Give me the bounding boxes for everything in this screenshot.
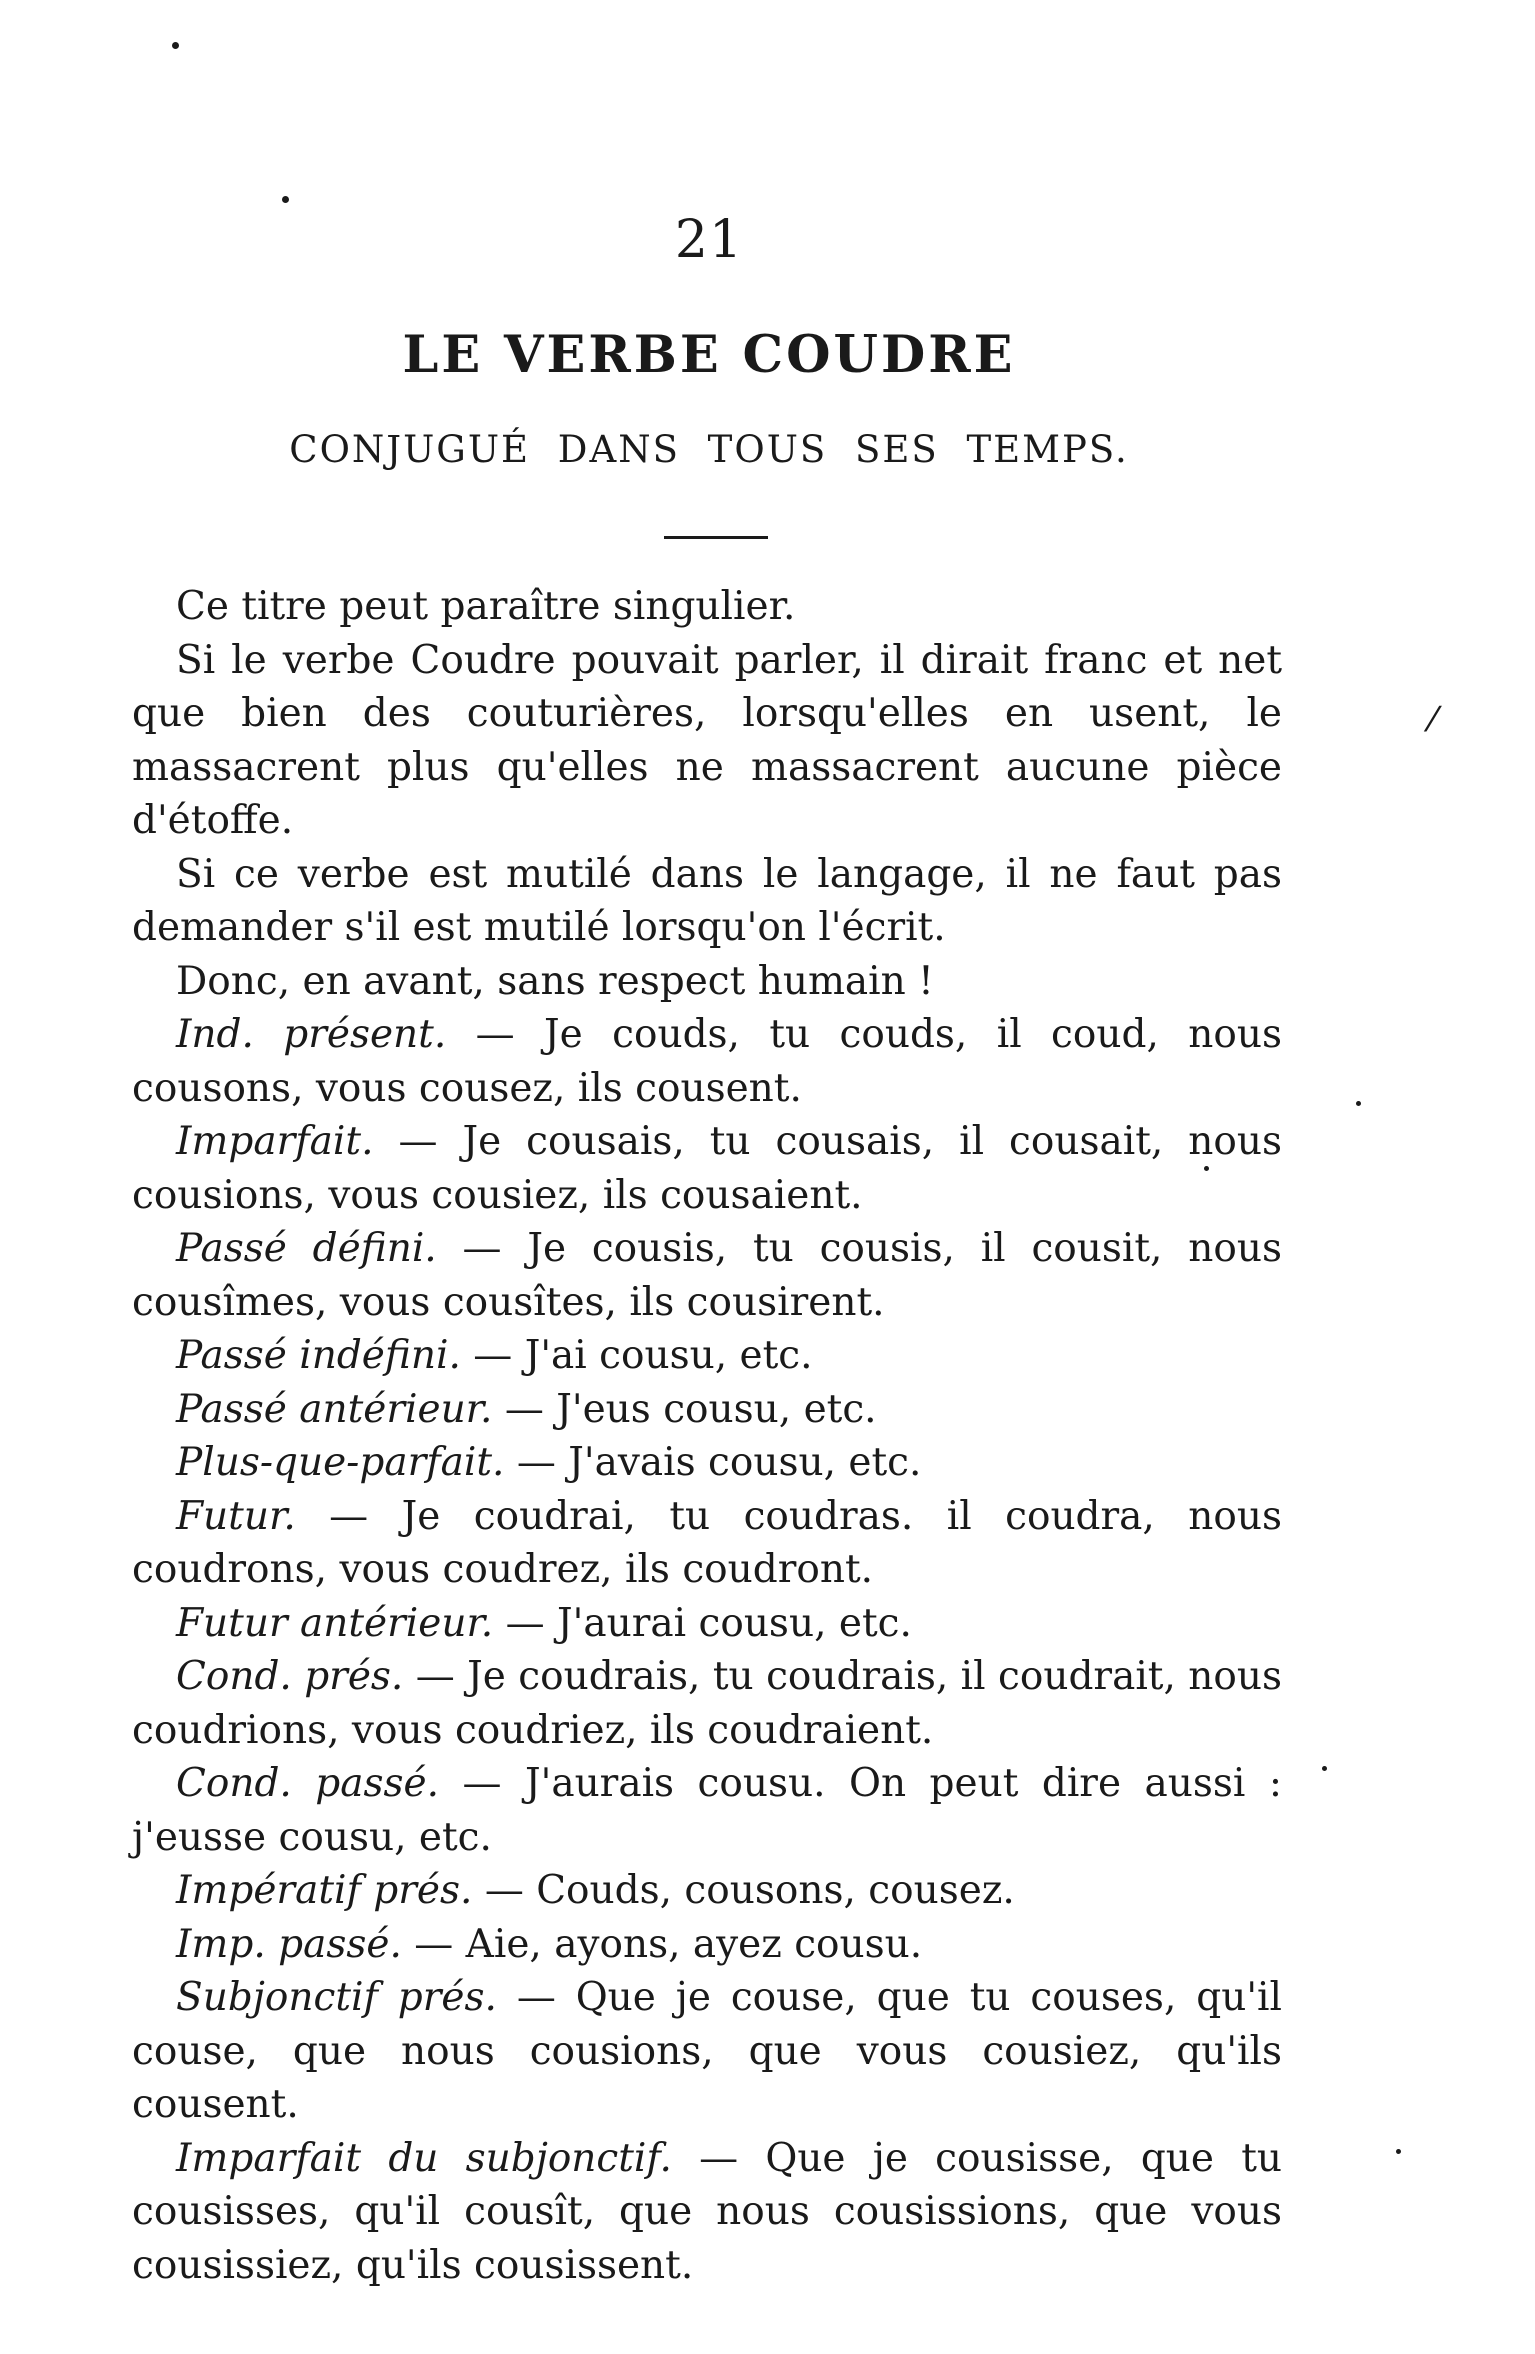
tense-forms: — J'avais cousu, etc. bbox=[516, 1440, 922, 1485]
tense-label: Ind. présent. bbox=[176, 1012, 447, 1057]
tense-forms: — J'aurais cousu. On peut dire aussi : j'eusse cousu, etc. bbox=[132, 1761, 1282, 1860]
conjugation-entry bbox=[132, 1329, 1282, 1383]
tense-label: Passé indéfini. bbox=[176, 1333, 461, 1378]
tense-forms: — J'eus cousu, etc. bbox=[504, 1386, 877, 1432]
conjugation-entry bbox=[132, 1918, 1282, 1972]
chapter-title: LE VERBE COUDRE bbox=[402, 325, 1016, 385]
conjugation-entry bbox=[132, 1490, 1282, 1597]
tense-forms: — J'aurai cousu, etc. bbox=[505, 1600, 912, 1646]
tense-label: Futur antérieur. bbox=[176, 1600, 494, 1646]
tense-forms: — Aie, ayons, ayez cousu. bbox=[414, 1921, 923, 1967]
conjugation-entry bbox=[132, 1650, 1282, 1757]
section-divider bbox=[664, 536, 768, 539]
margin-mark: ⁄ bbox=[1430, 700, 1436, 740]
paragraph-intro: Ce titre peut paraître singulier. bbox=[176, 584, 796, 629]
scan-speck bbox=[172, 42, 179, 49]
tense-label: Subjonctif prés. bbox=[176, 1975, 497, 2020]
scan-speck bbox=[1322, 1766, 1327, 1771]
tense-label: Cond. passé. bbox=[176, 1761, 439, 1806]
conjugation-entry bbox=[132, 1222, 1282, 1329]
tense-forms: — J'ai cousu, etc. bbox=[473, 1333, 813, 1378]
conjugation-entry bbox=[132, 1864, 1282, 1918]
tense-label: Impératif prés. bbox=[176, 1868, 473, 1913]
tense-label: Plus-que-parfait. bbox=[176, 1440, 505, 1485]
tense-label: Futur. bbox=[176, 1493, 296, 1539]
page-number: 21 bbox=[674, 210, 744, 270]
scan-speck bbox=[282, 196, 289, 203]
tense-label: Passé défini. bbox=[176, 1226, 437, 1271]
body-text bbox=[132, 580, 1282, 2292]
tense-forms: — Je cousais, tu cousais, il cousait, nous cousions, vous cousiez, ils cousaient. bbox=[132, 1119, 1282, 1218]
scan-speck bbox=[1356, 1101, 1361, 1106]
tense-forms: — Je coudrais, tu coudrais, il coudrait, nous coudrions, vous coudriez, ils coudraient. bbox=[132, 1654, 1283, 1753]
tense-label: Cond. prés. bbox=[176, 1654, 404, 1699]
conjugation-entry bbox=[132, 1436, 1282, 1490]
tense-forms: — Je cousis, tu cousis, il cousit, nous cousîmes, vous cousîtes, ils cousirent. bbox=[132, 1226, 1282, 1325]
tense-label: Imparfait du subjonctif. bbox=[176, 2135, 672, 2181]
tense-forms: — Que je couse, que tu couses, qu'il couse, que nous cousions, que vous cousiez, qu'ils cousent. bbox=[132, 1975, 1282, 2127]
conjugation-entry bbox=[132, 1008, 1282, 1115]
tense-forms: — Que je cousisse, que tu cousisses, qu'il cousît, que nous cousissions, que vous cousissiez, qu'ils cousissent. bbox=[132, 2135, 1283, 2288]
tense-label: Imparfait. bbox=[176, 1119, 374, 1164]
scan-speck bbox=[1396, 2149, 1401, 2154]
paragraph-en-avant: Donc, en avant, sans respect humain ! bbox=[176, 958, 934, 1004]
paragraph-mutile: Si ce verbe est mutilé dans le langage, il ne faut pas demander s'il est mutilé lorsqu'on l'écrit. bbox=[132, 851, 1282, 950]
tense-label: Imp. passé. bbox=[176, 1921, 402, 1967]
tense-forms: — Je coudrai, tu coudras. il coudra, nous coudrons, vous coudrez, ils coudront. bbox=[132, 1493, 1282, 1592]
conjugation-entry bbox=[132, 2132, 1282, 2293]
tense-label: Passé antérieur. bbox=[176, 1386, 493, 1432]
tense-forms: — Je couds, tu couds, il coud, nous cousons, vous cousez, ils cousent. bbox=[132, 1012, 1282, 1111]
scan-speck bbox=[1204, 1166, 1209, 1171]
conjugation-entry bbox=[132, 1383, 1282, 1437]
tense-forms: — Couds, cousons, cousez. bbox=[484, 1868, 1015, 1913]
paragraph-coudre: Si le verbe Coudre pouvait parler, il dirait franc et net que bien des couturières, lorsqu'elles en usent, le massacrent plus qu'elles ne massacrent aucune pièce d'étoffe. bbox=[132, 637, 1282, 843]
conjugation-entry bbox=[132, 1115, 1282, 1222]
conjugation-entry bbox=[132, 1971, 1282, 2132]
conjugation-entry bbox=[132, 1757, 1282, 1864]
chapter-subtitle: CONJUGUÉ DANS TOUS SES TEMPS. bbox=[289, 428, 1129, 471]
conjugation-entry bbox=[132, 1597, 1282, 1651]
